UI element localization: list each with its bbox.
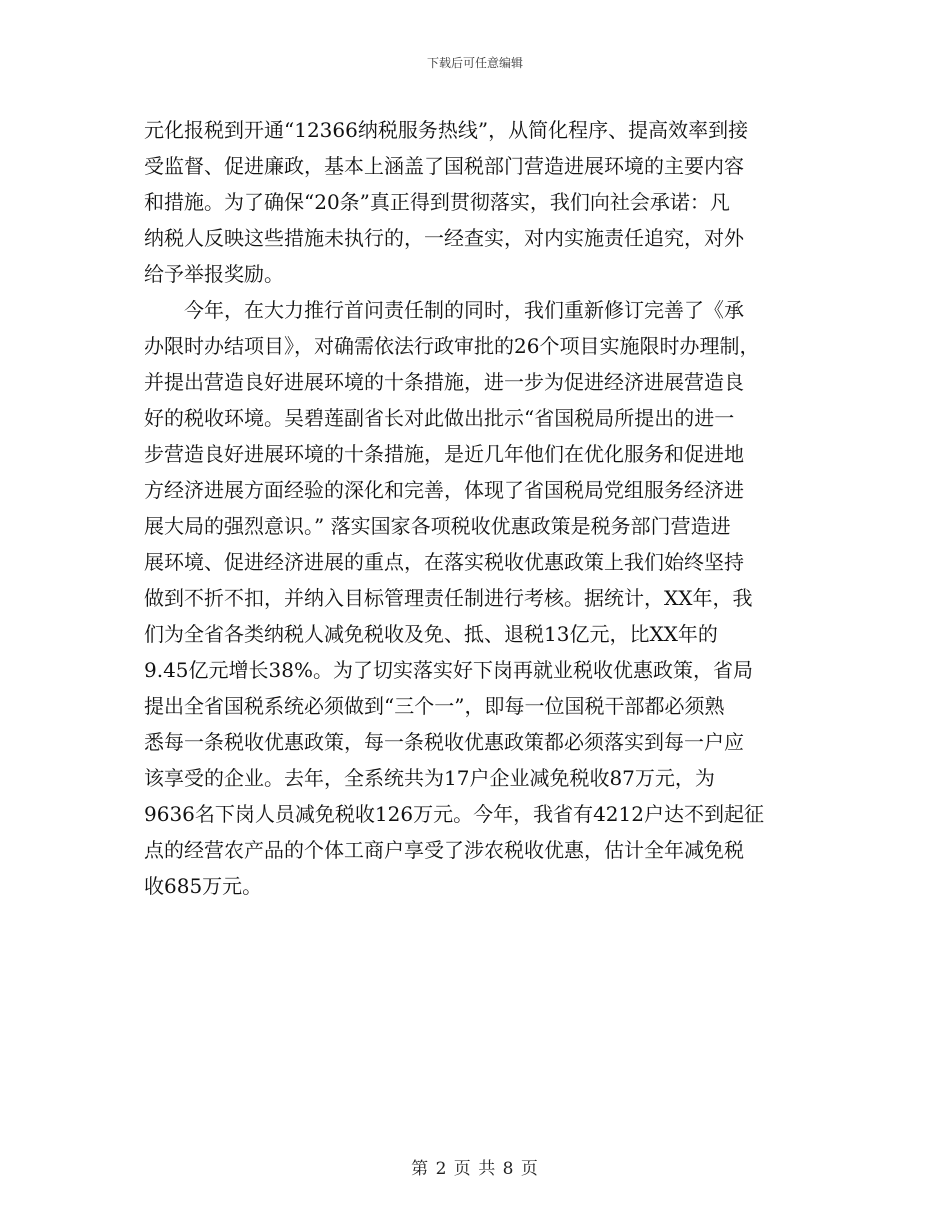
body-line: 受监督、促进廉政，基本上涵盖了国税部门营造进展环境的主要内容 <box>144 154 744 178</box>
body-line: 展环境、促进经济进展的重点，在落实税收优惠政策上我们始终坚持 <box>144 550 744 574</box>
body-line: 收685万元。 <box>144 874 263 898</box>
body-line: 步营造良好进展环境的十条措施，是近几年他们在优化服务和促进地 <box>144 442 744 466</box>
body-line: 展大局的强烈意识。” 落实国家各项税收优惠政策是税务部门营造进 <box>144 514 731 538</box>
body-line: 点的经营农产品的个体工商户享受了涉农税收优惠，估计全年减免税 <box>144 838 744 862</box>
body-line: 做到不折不扣，并纳入目标管理责任制进行考核。据统计，XX年，我 <box>144 586 753 610</box>
paragraph-start-line: 今年，在大力推行首问责任制的同时，我们重新修订完善了《承 <box>184 298 744 322</box>
body-line: 9.45亿元增长38%。为了切实落实好下岗再就业税收优惠政策，省局 <box>144 658 753 682</box>
body-line: 办限时办结项目》，对确需依法行政审批的26个项目实施限时办理制， <box>144 334 760 358</box>
document-body <box>144 112 806 904</box>
body-line: 悉每一条税收优惠政策，每一条税收优惠政策都必须落实到每一户应 <box>144 730 744 754</box>
body-line: 给予举报奖励。 <box>144 262 284 286</box>
body-line: 和措施。为了确保“20条”真正得到贯彻落实，我们向社会承诺：凡 <box>144 190 730 214</box>
body-line: 9636名下岗人员减免税收126万元。今年，我省有4212户达不到起征 <box>144 802 764 826</box>
page-header-note: 下载后可任意编辑 <box>426 56 523 70</box>
body-line: 们为全省各类纳税人减免税收及免、抵、退税13亿元，比XX年的 <box>144 622 718 646</box>
body-line: 好的税收环境。吴碧莲副省长对此做出批示“省国税局所提出的进一 <box>144 406 735 430</box>
body-line: 并提出营造良好进展环境的十条措施，进一步为促进经济进展营造良 <box>144 370 744 394</box>
body-line: 提出全省国税系统必须做到“三个一”，即每一位国税干部都必须熟 <box>144 694 725 718</box>
body-line: 该享受的企业。去年，全系统共为17户企业减免税收87万元，为 <box>144 766 715 790</box>
body-line: 纳税人反映这些措施未执行的，一经查实，对内实施责任追究，对外 <box>144 226 744 250</box>
body-line: 元化报税到开通“12366纳税服务热线”，从简化程序、提高效率到接 <box>144 118 749 142</box>
body-line: 方经济进展方面经验的深化和完善，体现了省国税局党组服务经济进 <box>144 478 744 502</box>
page-number-footer: 第 2 页 共 8 页 <box>411 1159 539 1179</box>
